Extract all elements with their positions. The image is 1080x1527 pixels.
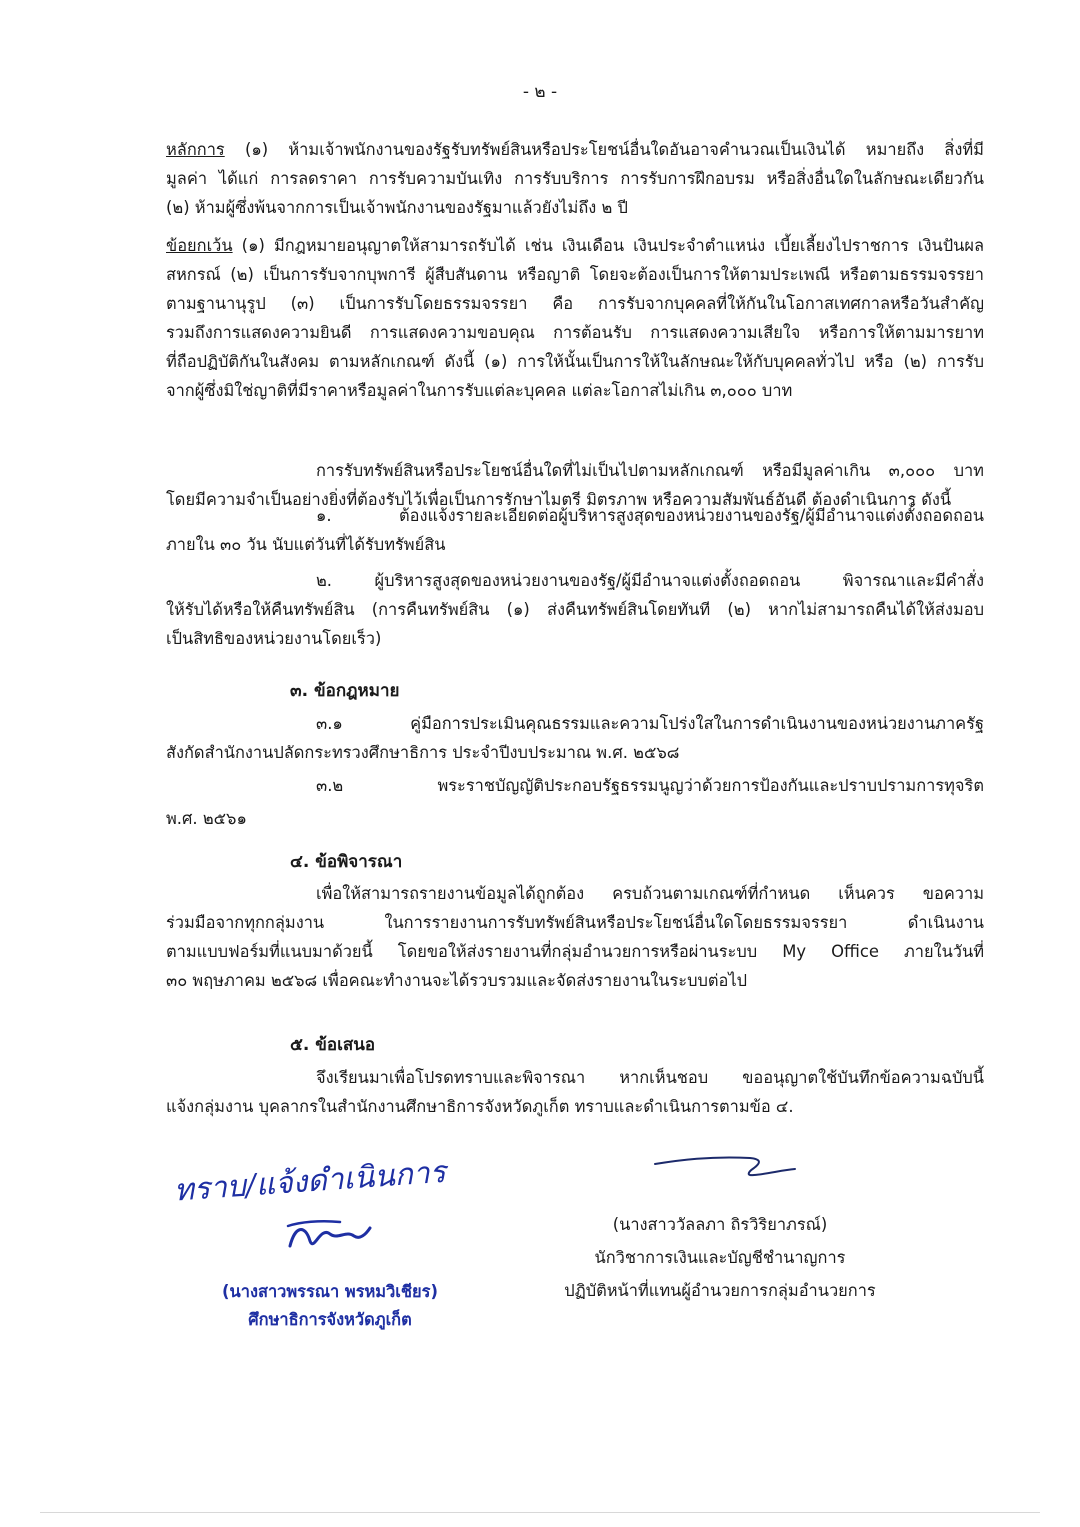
proposal-line: แจ้งกลุ่มงาน บุคลากรในสำนักงานศึกษาธิการจังหวัดภูเก็ต ทราบและดำเนินการตามข้อ ๔. — [166, 1097, 794, 1116]
exception-block — [166, 231, 984, 405]
section-3-item-2 — [166, 771, 984, 833]
section-5-heading: ๕. ข้อเสนอ — [290, 1035, 376, 1055]
handwritten-approval-note — [170, 1154, 447, 1266]
step-1 — [166, 501, 984, 559]
excess-line: โดยมีความจำเป็นอย่างยิ่งที่ต้องรับไว้เพื่อเป็นการรักษาไมตรี มิตรภาพ หรือความสัมพันธ์อันดี ต้องดำเนินการ ดังนี้ — [166, 490, 952, 509]
consideration-line: ๓๐ พฤษภาคม ๒๕๖๘ เพื่อคณะทำงานจะได้รวบรวมและจัดส่งรายงานในระบบต่อไป — [166, 971, 748, 990]
step-2-line: เป็นสิทธิของหน่วยงานโดยเร็ว) — [166, 629, 382, 648]
page-bottom-rule — [40, 1512, 1040, 1513]
principle-line: (๒) ห้ามผู้ซึ่งพ้นจากการเป็นเจ้าพนักงานของรัฐมาแล้วยังไม่ถึง ๒ ปี — [166, 198, 628, 217]
handwritten-note-text: ทราบ/แจ้งดำเนินการ — [172, 1154, 447, 1209]
signature-left-block — [200, 1278, 460, 1334]
step-2 — [166, 566, 984, 653]
law-line: ๓.๑ คู่มือการประเมินคุณธรรมและความโปร่งใสในการดำเนินงานของหน่วยงานภาครัฐ — [316, 714, 984, 733]
proposal-line: จึงเรียนมาเพื่อโปรดทราบและพิจารณา หากเห็นชอบ ขออนุญาตใช้บันทึกข้อความฉบับนี้ — [316, 1068, 984, 1087]
step-2-line: ให้รับได้หรือให้คืนทรัพย์สิน (การคืนทรัพย์สิน (๑) ส่งคืนทรัพย์สินโดยทันที (๒) หากไม่สามารถคืนได้ให้ส่งมอบ — [166, 600, 984, 619]
director-name: (นางสาวพรรณา พรหมวิเชียร) — [222, 1282, 438, 1301]
section-4-heading: ๔. ข้อพิจารณา — [290, 852, 403, 872]
signatory-position: นักวิชาการเงินและบัญชีชำนาญการ — [594, 1248, 846, 1267]
exception-label: ข้อยกเว้น — [166, 236, 233, 255]
step-1-line: ภายใน ๓๐ วัน นับแต่วันที่ได้รับทรัพย์สิน — [166, 535, 446, 554]
consideration-line: เพื่อให้สามารถรายงานข้อมูลได้ถูกต้อง ครบถ้วนตามเกณฑ์ที่กำหนด เห็นควร ขอความ — [316, 884, 984, 903]
section-5-body — [166, 1063, 984, 1121]
exception-line: ที่ถือปฏิบัติกันในสังคม ตามหลักเกณฑ์ ดังนี้ (๑) การให้นั้นเป็นการให้ในลักษณะให้กับบุคคลทั่วไป หรือ (๒) การรับ — [166, 352, 984, 371]
law-line: พ.ศ. ๒๕๖๑ — [166, 809, 247, 828]
principle-block — [166, 135, 984, 222]
consideration-line: ร่วมมือจากทุกกลุ่มงาน ในการรายงานการรับทรัพย์สินหรือประโยชน์อื่นใดโดยธรรมจรรยา ดำเนินงาน — [166, 913, 984, 932]
signatory-name: (นางสาววัลลภา ถิรวิริยาภรณ์) — [612, 1215, 828, 1234]
signatory-acting-role: ปฏิบัติหน้าที่แทนผู้อำนวยการกลุ่มอำนวยการ — [564, 1281, 876, 1300]
step-2-line: ๒. ผู้บริหารสูงสุดของหน่วยงานของรัฐ/ผู้มีอำนาจแต่งตั้งถอดถอน พิจารณาและมีคำสั่ง — [316, 571, 984, 590]
exception-line: ตามฐานานุรูป (๓) เป็นการรับโดยธรรมจรรยา คือ การรับจากบุคคลที่ให้กันในโอกาสเทศกาลหรือวันสำคัญ — [166, 294, 984, 313]
page-number: - ๒ - — [522, 82, 558, 102]
principle-line: หลักการ (๑) ห้ามเจ้าพนักงานของรัฐรับทรัพย์สินหรือประโยชน์อื่นใดอันอาจคำนวณเป็นเงินได้ หมายถึง สิ่งที่มี — [166, 140, 984, 159]
principle-line: มูลค่า ได้แก่ การลดราคา การรับความบันเทิง การรับบริการ การรับการฝึกอบรม หรือสิ่งอื่นใดในลักษณะเดียวกัน — [166, 169, 984, 188]
section-4-body — [166, 879, 984, 995]
director-position: ศึกษาธิการจังหวัดภูเก็ต — [248, 1310, 412, 1329]
signature-right-stroke — [650, 1150, 800, 1190]
exception-line: จากผู้ซึ่งมิใช่ญาติที่มีราคาหรือมูลค่าในการรับแต่ละบุคคล แต่ละโอกาสไม่เกิน ๓,๐๐๐ บาท — [166, 381, 793, 400]
section-3-heading: ๓. ข้อกฎหมาย — [290, 681, 400, 701]
consideration-line: ตามแบบฟอร์มที่แนบมาด้วยนี้ โดยขอให้ส่งรายงานที่กลุ่มอำนวยการหรือผ่านระบบ My Office ภายในวันที่ — [166, 942, 984, 961]
law-line: สังกัดสำนักงานปลัดกระทรวงศึกษาธิการ ประจำปีงบประมาณ พ.ศ. ๒๕๖๘ — [166, 743, 680, 762]
signature-right-block — [520, 1208, 920, 1307]
exception-line: สหกรณ์ (๒) เป็นการรับจากบุพการี ผู้สืบสันดาน หรือญาติ โดยจะต้องเป็นการให้ตามประเพณี หรือตามธรรมจรรยา — [166, 265, 984, 284]
principle-label: หลักการ — [166, 140, 225, 159]
section-3-item-1 — [166, 709, 984, 767]
excess-line: การรับทรัพย์สินหรือประโยชน์อื่นใดที่ไม่เป็นไปตามหลักเกณฑ์ หรือมีมูลค่าเกิน ๓,๐๐๐ บาท — [316, 461, 984, 480]
law-line: ๓.๒ พระราชบัญญัติประกอบรัฐธรรมนูญว่าด้วยการป้องกันและปราบปรามการทุจริต — [316, 776, 984, 795]
step-1-line: ๑. ต้องแจ้งรายละเอียดต่อผู้บริหารสูงสุดของหน่วยงานของรัฐ/ผู้มีอำนาจแต่งตั้งถอดถอน — [316, 506, 984, 525]
exception-line: รวมถึงการแสดงความยินดี การแสดงความขอบคุณ การต้อนรับ การแสดงความเสียใจ หรือการให้ตามมารยาท — [166, 323, 984, 342]
exception-line: ข้อยกเว้น (๑) มีกฎหมายอนุญาตให้สามารถรับได้ เช่น เงินเดือน เงินประจำตำแหน่ง เบี้ยเลี้ยงไปราชการ เงินปันผล — [166, 236, 984, 255]
